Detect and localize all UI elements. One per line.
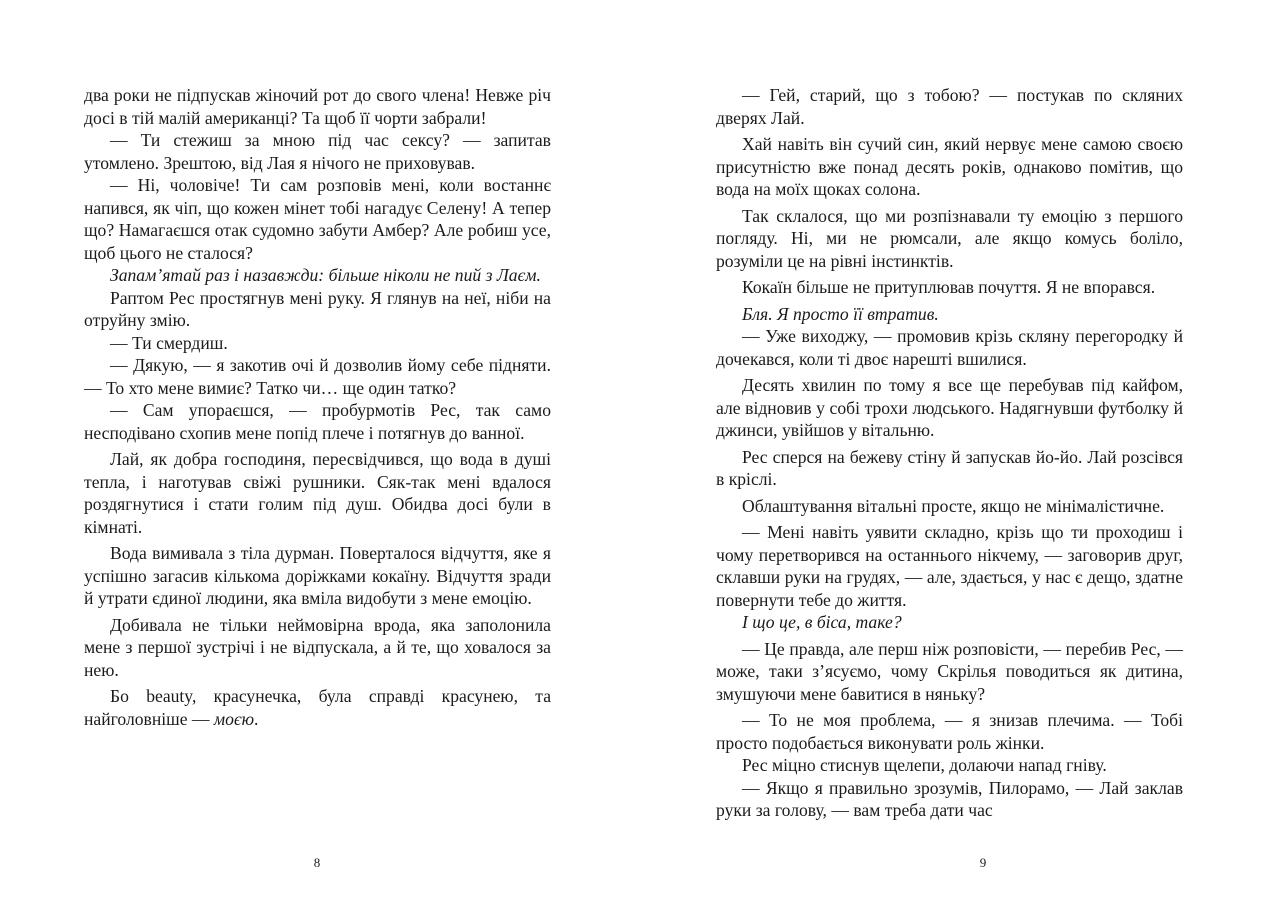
paragraph: Запам’ятай раз і назавжди: більше ніколи не пий з Лаєм. <box>110 265 541 285</box>
paragraph: Бля. Я просто її втратив. <box>742 303 939 324</box>
paragraph: Лай, як добра господиня, пересвідчився, що вода в душі тепла, і наготував свіжі рушники. Сяк-так мені вдалося роздягнутися і стати голим під душ. Обидва досі були в кімнаті. <box>84 449 551 537</box>
right-page <box>633 0 1266 917</box>
paragraph-text: Бо beauty, красунечка, була справді красунею, та найголовніше — <box>84 686 551 729</box>
paragraph: — Ти смердиш. <box>110 332 228 353</box>
paragraph: — Дякую, — я закотив очі й дозволив йому себе підняти. — То хто мене вимиє? Татко чи… ще один татко? <box>84 355 551 398</box>
paragraph: Рес сперся на бежеву стіну й запускав йо-йо. Лай розсівся в кріслі. <box>716 446 1183 489</box>
paragraph: Так склалося, що ми розпізнавали ту емоцію з першого погляду. Ні, ми не рюмсали, але якщо комусь боліло, розуміли це на рівні інстинктів. <box>716 205 1183 271</box>
paragraph: — Ні, чоловіче! Ти сам розповів мені, коли востаннє напився, як чіп, що кожен мінет тобі нагадує Селену! А тепер що? Намагаєшся отак судомно забути Амбер? Але робиш усе, щоб цього не сталося? <box>84 175 551 263</box>
paragraph: Рес міцно стиснув щелепи, долаючи напад гніву. <box>742 755 1107 775</box>
paragraph: І що це, в біса, таке? <box>742 612 902 632</box>
paragraph: — Сам упораєшся, — пробурмотів Рес, так само несподівано схопив мене попід плече і потягнув до ванної. <box>84 400 551 443</box>
left-page-text <box>84 84 551 730</box>
paragraph: два роки не підпускав жіночий рот до свого члена! Невже річ досі в тій малій американці? Та щоб її чорти забрали! <box>84 85 551 128</box>
paragraph: — Ти стежиш за мною під час сексу? — запитав утомлено. Зрештою, від Лая я нічого не приховував. <box>84 130 551 173</box>
paragraph: Облаштування вітальні просте, якщо не мінімалістичне. <box>742 495 1165 516</box>
paragraph: — Якщо я правильно зрозумів, Пилорамо, — Лай заклав руки за голову, — вам треба дати час <box>716 777 1183 820</box>
paragraph: — Гей, старий, що з тобою? — постукав по скляних дверях Лай. <box>716 85 1183 128</box>
emphasis-text: моєю <box>213 708 255 729</box>
paragraph: — Уже виходжу, — промовив крізь скляну перегородку й дочекався, коли ті двоє нарешті вшилися. <box>716 326 1183 369</box>
page-number: 8 <box>313 855 321 870</box>
paragraph: Раптом Рес простягнув мені руку. Я глянув на неї, ніби на отруйну змію. <box>84 287 551 330</box>
paragraph: Кокаїн більше не притуплював почуття. Я не впорався. <box>742 277 1156 297</box>
paragraph-last <box>84 685 551 730</box>
right-page-text <box>716 84 1183 822</box>
paragraph: — Мені навіть уявити складно, крізь що ти проходиш і чому перетворився на останнього нікчему, — заговорив друг, склавши руки на грудях, — але, здається, у нас є дещо, здатне повернути тебе до життя. <box>716 522 1183 610</box>
paragraph: Десять хвилин по тому я все ще перебував під кайфом, але відновив у собі трохи людського. Надягнувши футболку й джинси, увійшов у вітальню. <box>716 375 1183 440</box>
paragraph: Хай навіть він сучий син, який нервує мене самою своєю присутністю вже понад десять років, однаково помітив, що вода на моїх щоках солона. <box>716 134 1183 199</box>
paragraph: Вода вимивала з тіла дурман. Поверталося відчуття, яке я успішно загасив кількома доріжками кокаїну. Відчуття зради й утрати єдиної людини, яка вміла видобути з мене емоцію. <box>84 543 551 608</box>
paragraph: — То не моя проблема, — я знизав плечима. — Тобі просто подобається виконувати роль жінки. <box>716 710 1183 753</box>
paragraph: — Це правда, але перш ніж розповісти, — перебив Рес, — може, таки з’ясуємо, чому Скрілья поводиться як дитина, змушуючи мене бавитися в няньку? <box>716 638 1183 704</box>
paragraph: Добивала не тільки неймовірна врода, яка заполонила мене з першої зустрічі і не відпускала, а й те, що ховалося за нею. <box>84 614 551 680</box>
page-number: 9 <box>979 855 987 870</box>
paragraph-punctuation: . <box>254 708 259 729</box>
